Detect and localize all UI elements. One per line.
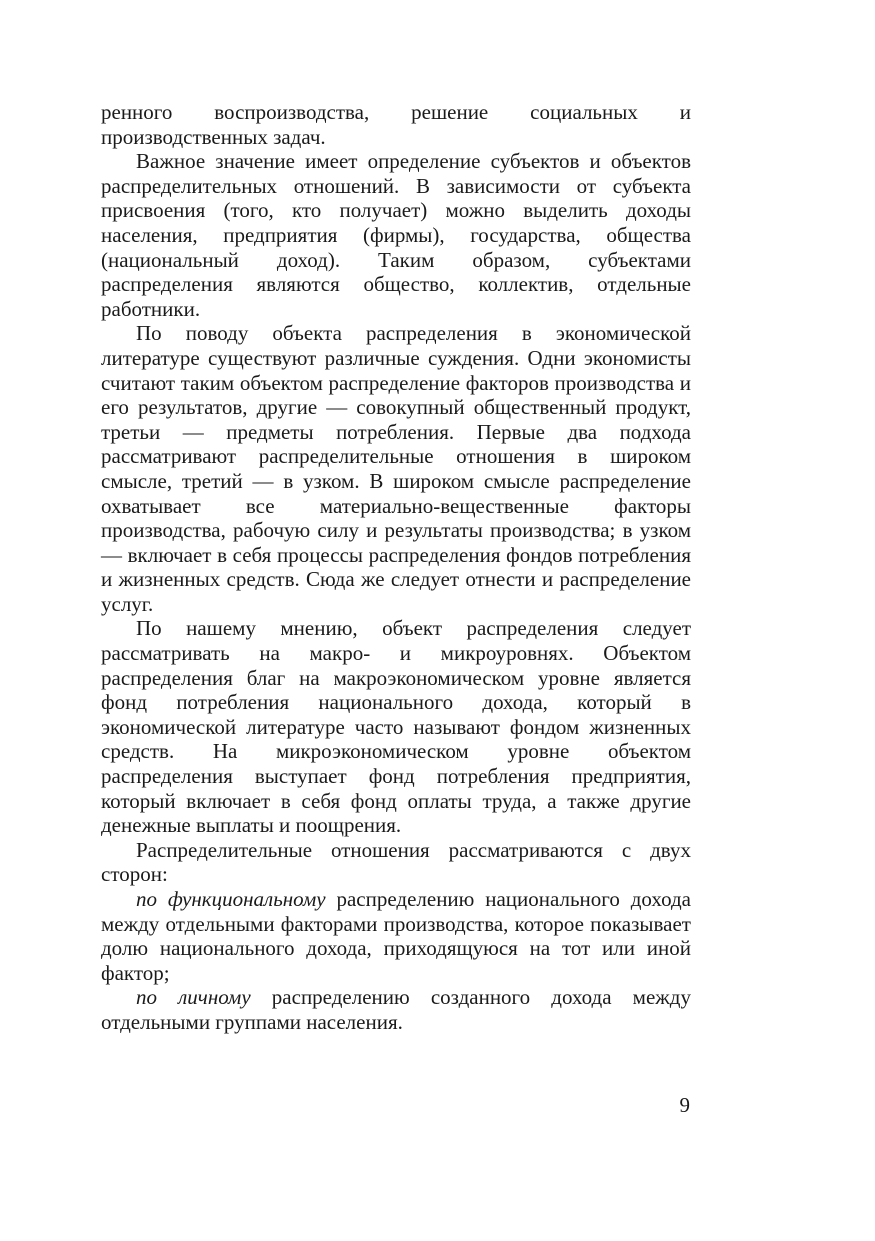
paragraph-continuation: ренного воспроизводства, решение социальных и производственных задач. <box>101 100 691 149</box>
emphasis-personal: по личному <box>136 985 251 1010</box>
list-item-personal-text: распределению созданного дохода между отдельными группами населения. <box>101 985 691 1034</box>
paragraph-macro-micro: По нашему мнению, объект распределения следует рассматривать на макро- и микроуровнях. Объектом распределения благ на макроэкономическом уровне является фонд потребления национального дохода, который в экономической литературе часто называют фондом жизненных средств. На микроэкономическом уровне объектом распределения выступает фонд потребления предприятия, который включает в себя фонд оплаты труда, а также другие денежные выплаты и поощрения. <box>101 616 691 838</box>
list-item-personal <box>101 985 691 1034</box>
page-number: 9 <box>679 1093 690 1117</box>
body-text <box>101 100 691 1035</box>
paragraph-distribution-object: По поводу объекта распределения в экономической литературе существуют различные суждения. Одни экономисты считают таким объектом распределение факторов производства и его результатов, другие — совокупный общественный продукт, третьи — предметы потребления. Первые два подхода рассматривают распределительные отношения в широком смысле, третий — в узком. В широком смысле распределение охватывает все материально-вещественные факторы производства, рабочую силу и результаты производства; в узком — включает в себя процессы распределения фондов потребления и жизненных средств. Сюда же следует отнести и распределение услуг. <box>101 321 691 616</box>
paragraph-subjects-objects: Важное значение имеет определение субъектов и объектов распределительных отношений. В зависимости от субъекта присвоения (того, кто получает) можно выделить доходы населения, предприятия (фирмы), государства, общества (национальный доход). Таким образом, субъектами распределения являются общество, коллектив, отдельные работники. <box>101 149 691 321</box>
list-item-functional-text: распределению национального дохода между отдельными факторами производства, которое показывает долю национального дохода, приходящуюся на тот или иной фактор; <box>101 887 691 985</box>
emphasis-functional: по функциональному <box>136 887 326 911</box>
list-item-functional <box>101 887 691 985</box>
paragraph-two-sides: Распределительные отношения рассматриваются с двух сторон: <box>101 837 691 887</box>
